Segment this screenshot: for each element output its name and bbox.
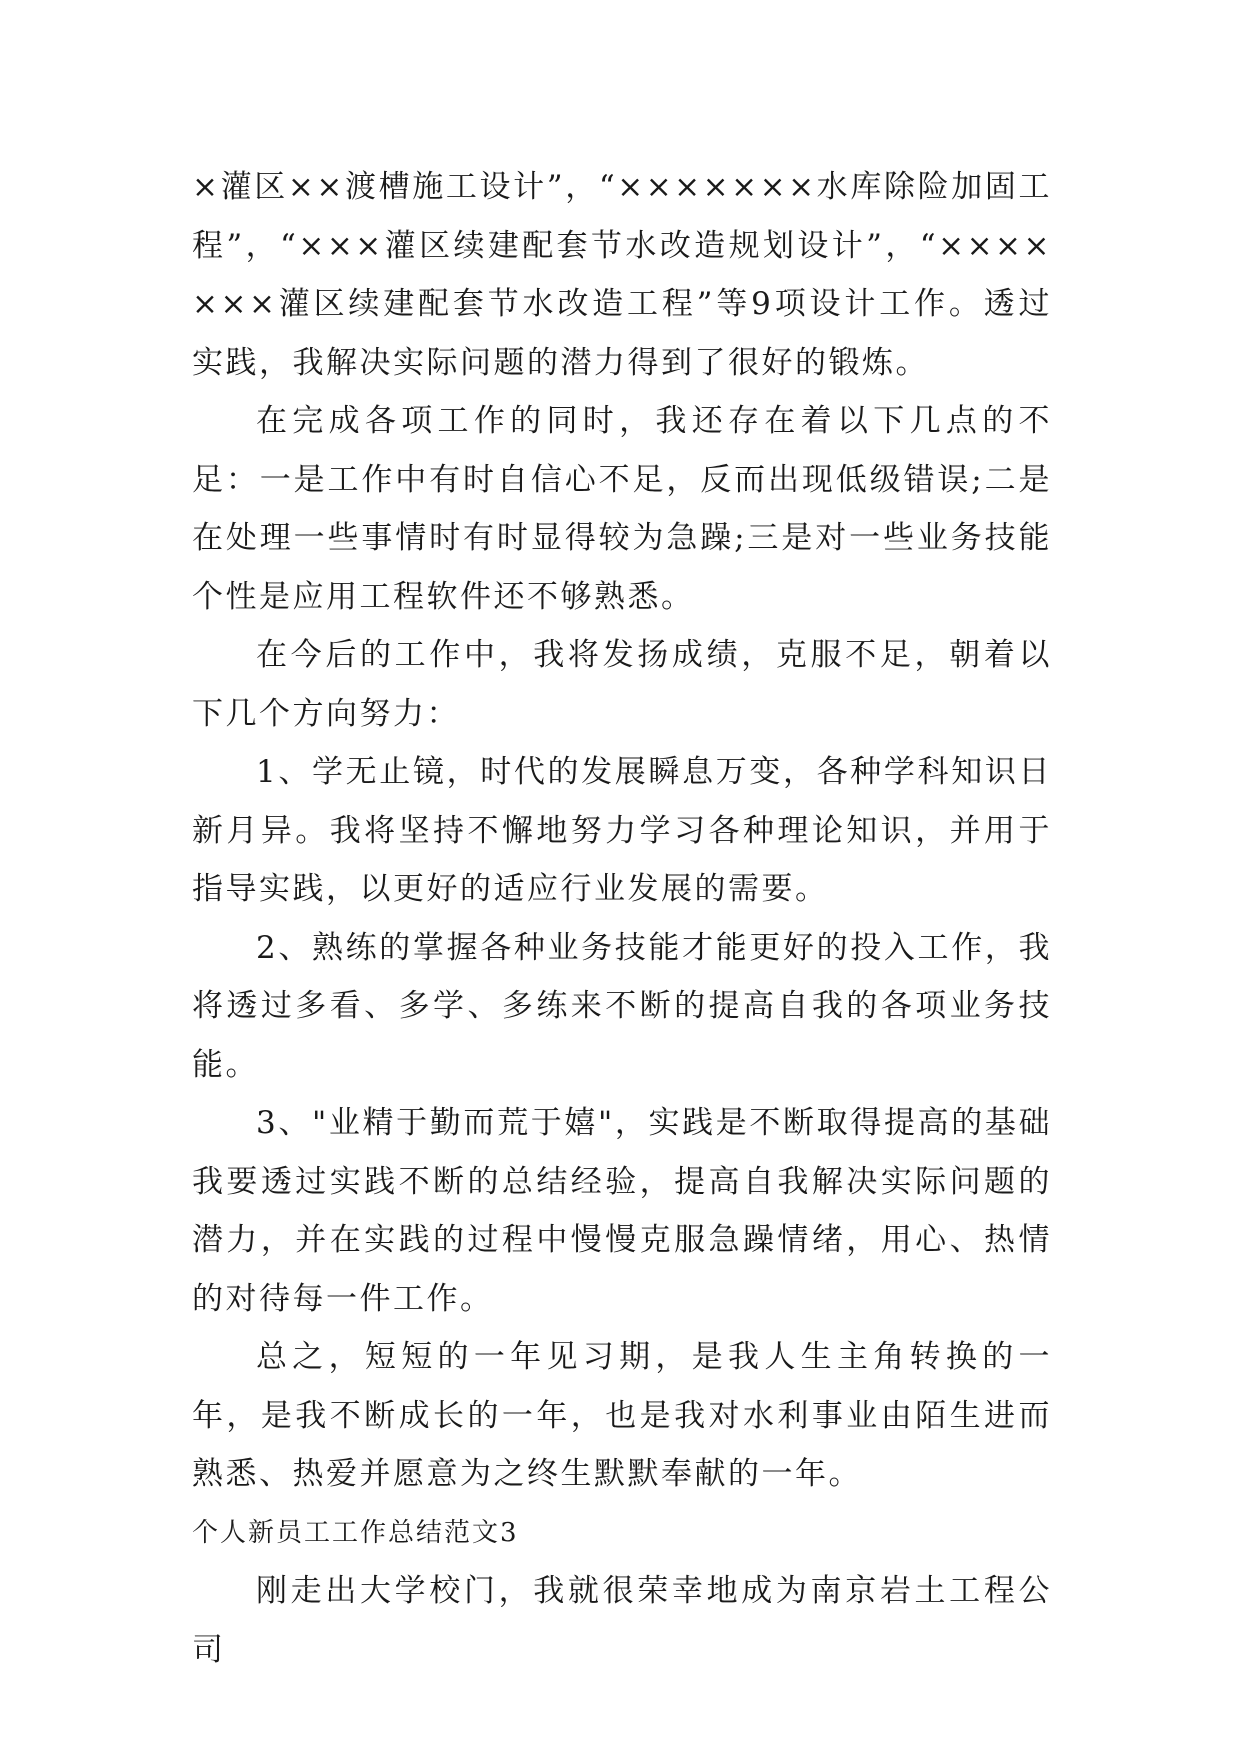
paragraph-3: 在今后的工作中，我将发扬成绩，克服不足，朝着以下几个方向努力： (192, 637, 1052, 732)
document-body (192, 158, 1052, 1679)
paragraph-5: 2、熟练的掌握各种业务技能才能更好的投入工作，我将透过多看、多学、多练来不断的提高自我的各项业务技能。 (192, 929, 1052, 1083)
paragraph-1: ×灌区××渡槽施工设计”，“×××××××水库除险加固工程”，“×××灌区续建配套节水改造规划设计”，“×××××××灌区续建配套节水改造工程”等9项设计工作。透过实践，我解决实际问题的潜力得到了很好的锻炼。 (192, 169, 1052, 381)
paragraph-7: 总之，短短的一年见习期，是我人生主角转换的一年，是我不断成长的一年，也是我对水利事业由陌生进而熟悉、热爱并愿意为之终生默默奉献的一年。 (192, 1339, 1052, 1492)
section-heading: 个人新员工工作总结范文3 (192, 1517, 519, 1548)
paragraph-2: 在完成各项工作的同时，我还存在着以下几点的不足：一是工作中有时自信心不足，反而出现低级错误;二是在处理一些事情时有时显得较为急躁;三是对一些业务技能个性是应用工程软件还不够熟悉。 (192, 403, 1052, 615)
paragraph-6: 3、"业精于勤而荒于嬉"，实践是不断取得提高的基础我要透过实践不断的总结经验，提高自我解决实际问题的潜力，并在实践的过程中慢慢克服急躁情绪，用心、热情的对待每一件工作。 (192, 1105, 1052, 1317)
paragraph-8: 刚走出大学校门，我就很荣幸地成为南京岩土工程公司 (192, 1573, 1052, 1668)
paragraph-4: 1、学无止镜，时代的发展瞬息万变，各种学科知识日新月异。我将坚持不懈地努力学习各种理论知识，并用于指导实践，以更好的适应行业发展的需要。 (192, 754, 1052, 907)
